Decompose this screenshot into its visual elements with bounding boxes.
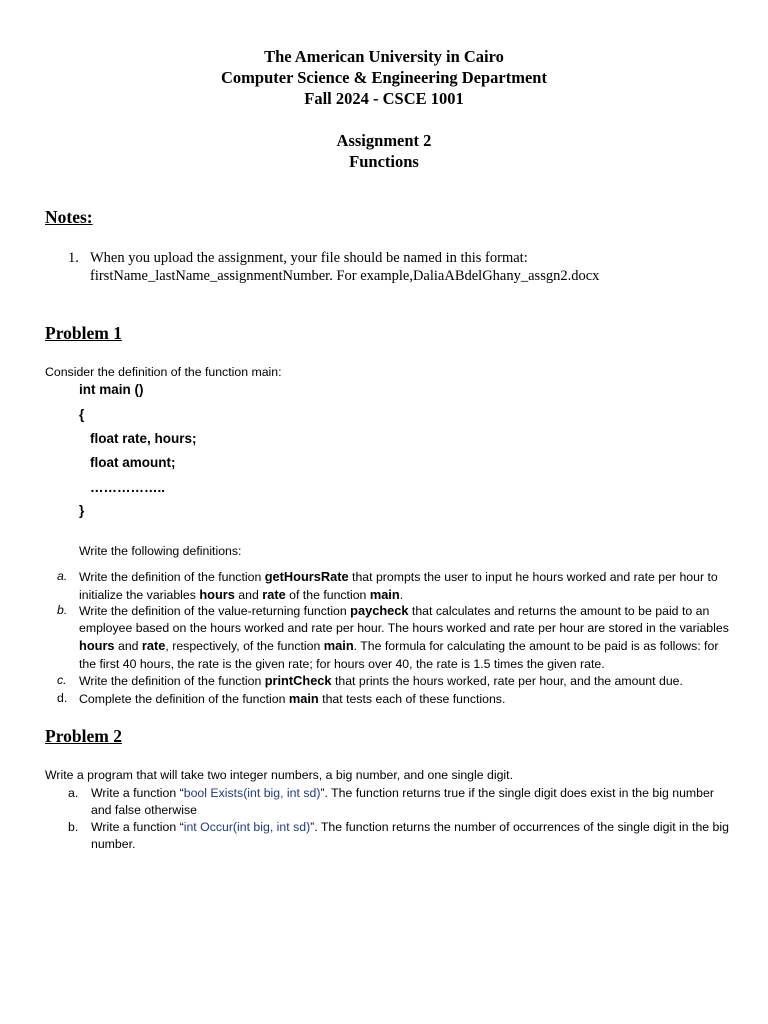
list-item-text: Write the definition of the value-returning function paycheck that calculates and returns the amount to be paid to an employee based on the hours worked and rate per hour. The hours worked and rate per hour are stored in the variables hours and rate, respectively, of the function main. The formula for calculating the amount to be paid is as follows: for the first 40 hours, the rate is the given rate; for hours over 40, the rate is 1.5 times the given rate. (79, 603, 729, 671)
list-item-text: Write a function “bool Exists(int big, int sd)”. The function returns true if the single digit does exist in the big number and false otherwise (91, 786, 714, 818)
function-signature: bool Exists(int big, int sd) (183, 786, 321, 800)
function-signature: int Occur(int big, int sd) (183, 820, 311, 834)
note-line: When you upload the assignment, your file should be named in this format: (90, 250, 528, 266)
department-name: Computer Science & Engineering Department (221, 68, 547, 87)
list-item-text: Write a function “int Occur(int big, int sd)”. The function returns the number of occurrences of the single digit in the big number. (91, 820, 729, 852)
assignment-title-block (0, 130, 768, 172)
list-item-text: Write the definition of the function printCheck that prints the hours worked, rate per hour, and the amount due. (79, 673, 683, 688)
list-marker: c. (57, 673, 67, 687)
list-item-text: Write the definition of the function getHoursRate that prompts the user to input he hours worked and rate per hour to initialize the variables hours and rate of the function main. (79, 569, 718, 603)
list-marker: a. (68, 786, 79, 800)
problem2-intro: Write a program that will take two integer numbers, a big number, and one single digit. (45, 768, 513, 782)
university-name: The American University in Cairo (264, 47, 504, 66)
code-line: int main () (79, 382, 144, 397)
problem2-heading: Problem 2 (45, 726, 122, 746)
problem1-instruction: Write the following definitions: (79, 544, 242, 558)
document-header (0, 46, 768, 109)
course-term: Fall 2024 - CSCE 1001 (304, 89, 464, 108)
code-line: …………….. (90, 480, 166, 495)
notes-heading: Notes: (45, 207, 93, 227)
assignment-number: Assignment 2 (336, 131, 432, 150)
list-marker: d. (57, 691, 68, 705)
list-marker: a. (57, 569, 68, 583)
list-item-text: Complete the definition of the function main that tests each of these functions. (79, 691, 506, 706)
assignment-topic: Functions (349, 152, 419, 171)
code-line: { (79, 407, 85, 422)
code-line: float rate, hours; (90, 431, 197, 446)
code-line: float amount; (90, 455, 176, 470)
list-marker: b. (57, 603, 68, 617)
note-line: firstName_lastName_assignmentNumber. For example,DaliaABdelGhany_assgn2.docx (90, 268, 600, 284)
code-line: } (79, 503, 85, 518)
problem1-intro: Consider the definition of the function main: (45, 365, 282, 379)
problem1-heading: Problem 1 (45, 323, 122, 343)
note-text (90, 249, 730, 285)
list-marker: b. (68, 820, 79, 834)
note-number: 1. (68, 250, 79, 266)
